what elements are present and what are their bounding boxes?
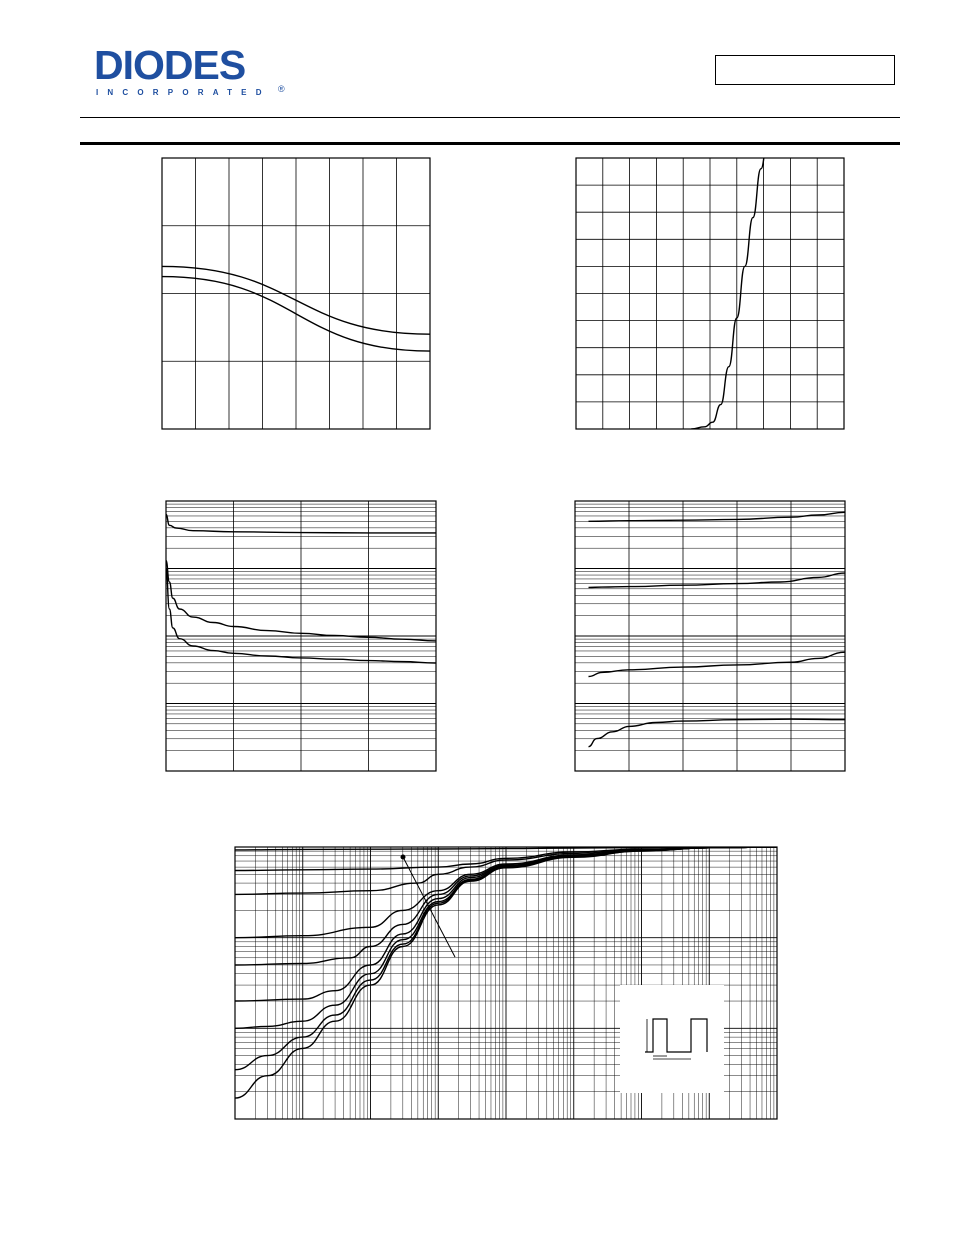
diodes-logo xyxy=(92,42,292,102)
chart-4 xyxy=(575,501,845,771)
chart-4-series-3 xyxy=(589,652,846,676)
header-rule-thin xyxy=(80,117,900,118)
chart-5-transient xyxy=(235,847,777,1119)
part-number-box xyxy=(715,55,895,85)
chart-1 xyxy=(162,158,430,429)
chart-2 xyxy=(576,158,844,429)
chart-4-series-4 xyxy=(589,719,846,747)
chart-3 xyxy=(166,501,436,771)
header-rule-thick xyxy=(80,142,900,145)
logo-subtext: INCORPORATED xyxy=(96,88,271,97)
waveform-inset xyxy=(620,985,724,1093)
logo-wordmark: DIODES xyxy=(94,42,246,88)
chart-4-series-1 xyxy=(589,512,846,521)
registered-mark: ® xyxy=(278,84,285,94)
pointer-dot xyxy=(401,855,406,860)
